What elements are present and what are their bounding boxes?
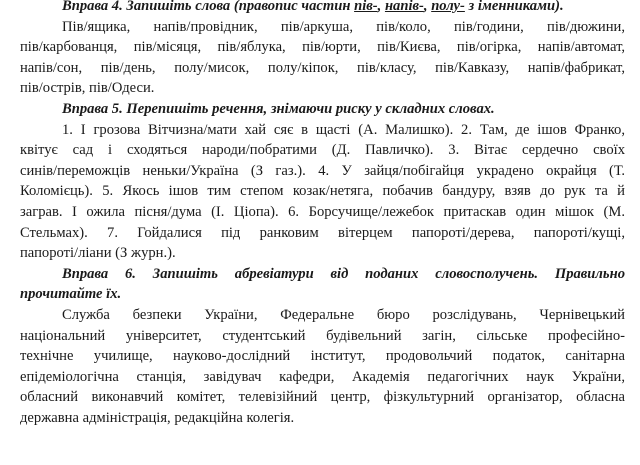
exercise-5-line-7: папороті/ліани (З журн.). bbox=[20, 245, 176, 262]
exercise-4-title bbox=[20, 0, 625, 17]
exercise-5-line-6: Стельмах). 7. Гойдалися під ранковим вітерцем папороті/дерева, папороті/кущі, bbox=[20, 224, 625, 241]
exercise-5-line-5: заграв. І ожила пісня/дума (І. Ціопа). 6. Борсучище/лежебок притаскав один мішок (М. bbox=[20, 203, 625, 220]
exercise-6-line-2: національний університет, студентський будівельний загін, сільське професійно- bbox=[20, 327, 625, 344]
exercise-5-line-3: синів/переможців неньки/Україна (З газ.). 4. У зайця/побігайця украдено окрайця (Т. bbox=[20, 162, 625, 179]
exercise-4-line-2: пів/карбованця, пів/місяця, пів/яблука, пів/юрти, пів/Києва, пів/огірка, напів/автомат, bbox=[20, 39, 625, 56]
exercise-4-term-piv: пів- bbox=[354, 0, 378, 14]
exercise-4-term-polu: полу- bbox=[431, 0, 465, 14]
exercise-4-line-3: напів/сон, пів/день, полу/мисок, полу/кіпок, пів/класу, пів/Кавказу, напів/фабрикат, bbox=[20, 59, 625, 76]
exercise-5-title: Вправа 5. Перепишіть речення, знімаючи риску у складних словах. bbox=[62, 100, 495, 117]
exercise-4-line-4: пів/острів, пів/Одеси. bbox=[20, 80, 155, 97]
exercise-6-title-line-2: прочитайте їх. bbox=[20, 286, 122, 303]
exercise-4-sep-2: , bbox=[423, 0, 432, 14]
exercise-5-line-2: квітує сад і сходяться народи/побратими (Д. Павличко). 3. Вітає сердечно своїх bbox=[20, 142, 625, 159]
exercise-4-title-prefix: Вправа 4. Запишіть слова (правопис частин bbox=[62, 0, 355, 14]
exercise-5-line-4: Коломієць). 5. Якось ішов тим степом козак/нетяга, побачив бандуру, взяв до рук та й bbox=[20, 183, 625, 200]
exercise-6-line-5: обласний виконавчий комітет, телевізійний центр, фізкультурний організатор, обласна bbox=[20, 389, 625, 406]
exercise-6-line-3: технічне училище, науково-дослідний інститут, продовольчий податок, санітарна bbox=[20, 348, 625, 365]
exercise-4-title-suffix: з іменниками). bbox=[464, 0, 564, 14]
exercise-6-line-4: епідеміологічна станція, завідувач кафедри, Академія педагогічних наук України, bbox=[20, 368, 625, 385]
exercise-5-line-1: 1. І грозова Вітчизна/мати хай сяє в щасті (А. Малишко). 2. Там, де ішов Франко, bbox=[62, 121, 625, 138]
exercise-6-title-line-1: Вправа 6. Запишіть абревіатури від поданих словосполучень. Правильно bbox=[62, 265, 625, 282]
exercise-6-line-6: державна адміністрація, редакційна колегія. bbox=[20, 409, 295, 426]
exercise-4-sep-1: , bbox=[377, 0, 385, 14]
exercise-4-line-1: Пів/ящика, напів/провідник, пів/аркуша, пів/коло, пів/години, пів/дюжини, bbox=[62, 18, 625, 35]
exercise-6-line-1: Служба безпеки України, Федеральне бюро розслідувань, Чернівецький bbox=[62, 306, 625, 323]
exercise-4-term-napiv: напів- bbox=[384, 0, 424, 14]
